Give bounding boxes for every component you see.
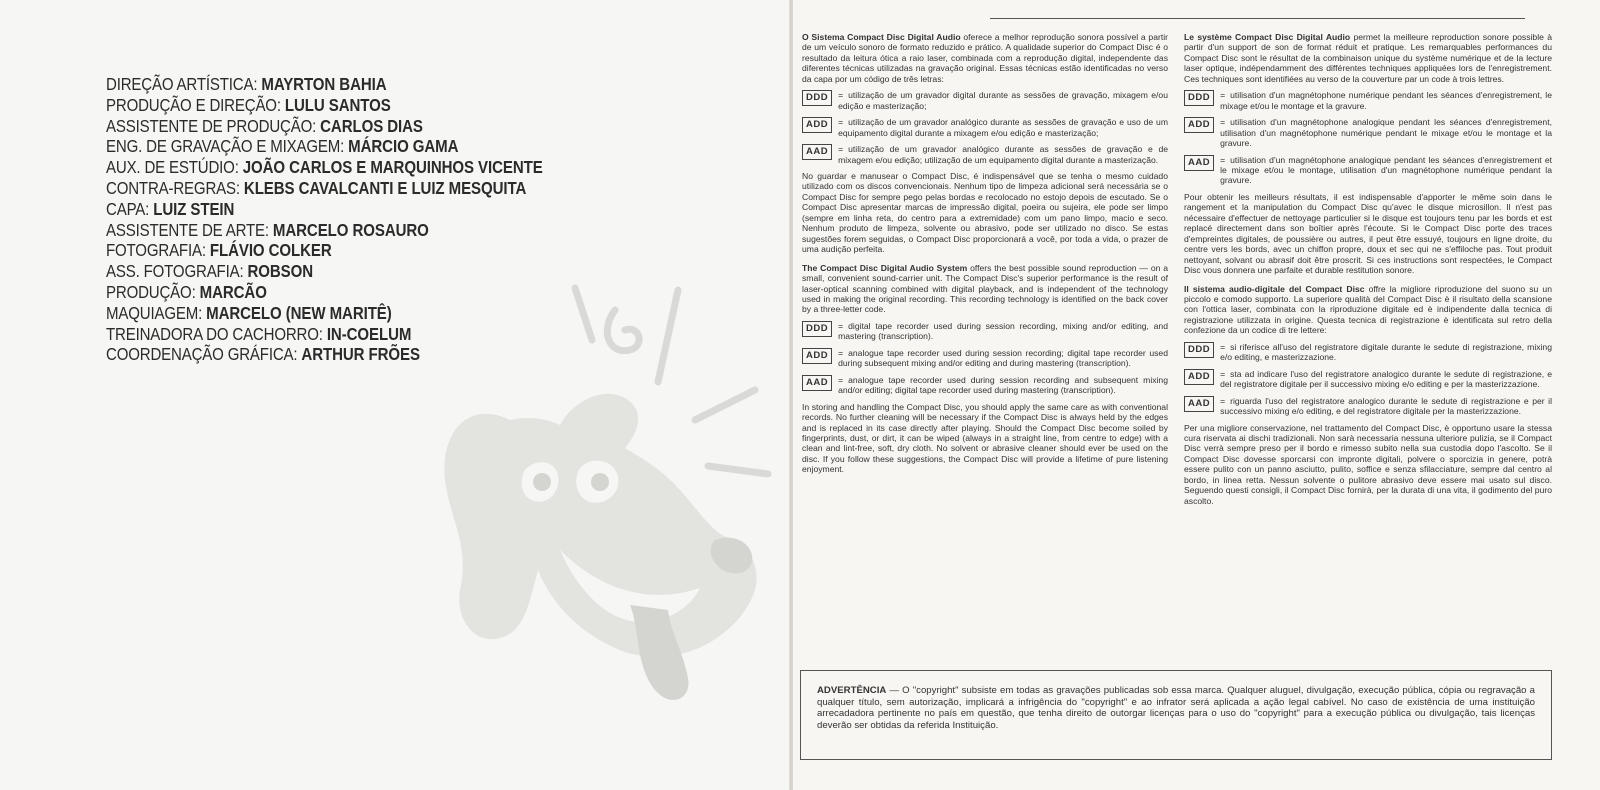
pt-intro — [802, 32, 1168, 84]
code-badge: DDD — [1184, 342, 1214, 358]
pt-code-row — [802, 144, 1168, 165]
credit-name: MARCELO ROSAURO — [272, 219, 429, 240]
credit-name: CARLOS DIAS — [320, 115, 423, 136]
credit-name: MAYRTON BAHIA — [261, 74, 387, 94]
fr-code-row — [1184, 117, 1552, 148]
pt-lead: O Sistema Compact Disc Digital Audio — [802, 32, 961, 42]
it-lead: Il sistema audio-digitale del Compact Disc — [1184, 283, 1365, 294]
credit-name: MÁRCIO GAMA — [348, 136, 459, 157]
credit-role: CONTRA-REGRAS: — [106, 177, 240, 198]
credit-line — [106, 178, 656, 199]
credit-role: FOTOGRAFIA: — [106, 240, 206, 261]
credit-role: ASS. FOTOGRAFIA: — [106, 261, 244, 282]
code-badge: DDD — [802, 321, 832, 337]
credit-role: COORDENAÇÃO GRÁFICA: — [106, 344, 298, 365]
en-care-text: In storing and handling the Compact Disc, you should apply the same care as with conventional records. No further cleaning will be necessary if the Compact Disc is always held by the edges and is replaced in its case directly after playing. Should the Compact Disc become soiled by fingerprints, dust, or dirt, it can be wiped (always in a straight line, from centre to edge) with a clean and lint-free, soft, dry cloth. No solvent or abrasive cleaner should ever be used on the disc. If you follow these suggestions, the Compact Disc will provide a lifetime of pure listening enjoyment. — [802, 401, 1168, 475]
pt-code-row — [802, 117, 1168, 138]
en-code-row — [802, 321, 1168, 342]
fr-code-row — [1184, 90, 1552, 111]
code-description: = digital tape recorder used during session recording, mixing and/or editing, and mastering (transcription). — [838, 321, 1168, 342]
credit-name: LUIZ STEIN — [153, 198, 235, 219]
motion-line — [695, 390, 755, 420]
column-left — [802, 32, 1168, 475]
credit-role: ASSISTENTE DE ARTE: — [106, 219, 269, 240]
code-description: = utilisation d'un magnétophone analogique pendant les séances d'enregistrement, utilisation d'un magnétophone numérique pendant le mixage et/ou le montage et la gravure. — [1220, 117, 1552, 148]
pt-intro-text: oferece a melhor reprodução sonora possível a partir de um veículo sonoro de formato reduzido e prático. A qualidade superior do Compact Disc é o resultado da leitura ótica a raio laser, combinada com a reprodução digital, independente das diferentes técnicas utilizadas na gravação original. Essas técnicas estão identificadas no verso da capa por um código de três letras: — [802, 32, 1168, 84]
credit-role: MAQUIAGEM: — [106, 302, 203, 323]
credit-name: ARTHUR FRÕES — [301, 344, 420, 365]
en-lead: The Compact Disc Digital Audio System — [802, 262, 968, 273]
it-code-row — [1184, 369, 1552, 390]
credit-role: AUX. DE ESTÚDIO: — [106, 157, 239, 178]
code-badge: ADD — [802, 348, 832, 364]
en-code-row — [802, 348, 1168, 369]
code-description: = analogue tape recorder used during session recording; digital tape recorder used during subsequent mixing and/or editing and during mastering (transcription). — [838, 348, 1168, 369]
code-description: = riguarda l'uso del registratore analogico durante le sedute di registrazione e per il successivo mixing e/o editing, e del registratore digitale per la masterizzazione. — [1220, 396, 1552, 417]
credit-role: PRODUÇÃO: — [106, 281, 196, 302]
credit-name: ROBSON — [247, 261, 314, 282]
en-intro — [802, 263, 1168, 315]
en-intro-text: offers the best possible sound reproduction — on a small, convenient sound-carrier unit. The Compact Disc's superior performance is the result of laser-optical scanning combined with digital playback, and is independent of the technology used in making the original recording. This recording technology is identified on the back cover by a three-letter code. — [802, 262, 1168, 315]
motion-line — [607, 310, 639, 351]
credit-line — [106, 220, 656, 241]
credit-name: IN-COELUM — [326, 323, 412, 344]
credit-line — [106, 95, 656, 116]
it-intro — [1184, 284, 1552, 336]
code-description: = utilização de um gravador analógico durante as sessões de gravação e uso de um equipamento digital durante a mixagem e/ou edição e masterização; — [838, 117, 1168, 138]
code-description: = utilização de um gravador digital durante as sessões de gravação, mixagem e/ou edição e masterização; — [838, 90, 1168, 111]
credit-role: DIREÇÃO ARTÍSTICA: — [106, 74, 258, 94]
credit-role: CAPA: — [106, 198, 150, 219]
code-badge: AAD — [1184, 396, 1214, 412]
credit-line — [106, 157, 656, 178]
it-intro-text: offre la migliore riproduzione del suono su un piccolo e comodo supporto. La superiore qualità del Compact Disc è il risultato della scansione con l'ottica laser, combinata con la riproduzione digitale ed è indipendente dalla tecnica di registrazione utilizzata in origine. Questa tecnica di registrazione è identificata sul retro della confezione da un codice di tre lettere: — [1184, 283, 1552, 336]
code-description: = utilisation d'un magnétophone analogique pendant les séances d'enregistrement et le mixage et/ou le montage, utilisation d'un magnétophone numérique pendant la gravure. — [1220, 155, 1552, 186]
credit-line — [106, 74, 656, 95]
code-description: = utilisation d'un magnétophone numérique pendant les séances d'enregistrement, le mixage et/ou le montage et la gravure. — [1220, 90, 1552, 111]
it-code-row — [1184, 342, 1552, 363]
code-description: = si riferisce all'uso del registratore digitale durante le sedute di registrazione, mixing e/o editing, e masterizzazione. — [1220, 342, 1552, 363]
credit-line — [106, 136, 656, 157]
fr-code-row — [1184, 155, 1552, 186]
code-badge: AAD — [802, 375, 832, 391]
credit-name: MARCÃO — [199, 281, 267, 302]
motion-line — [575, 288, 592, 340]
top-rule — [990, 18, 1525, 19]
pt-care-text: No guardar e manusear o Compact Disc, é indispensável que se tenha o mesmo cuidado utilizado com os discos convencionais. Nenhum tipo de limpeza adicional será necessária se o Compact Disc for sempre pego pelas bordas e recolocado no estojo depois de escutado. Se o Compact Disc apresentar marcas de impressão digital, poeira ou sujeira, ele pode ser limpo (sempre em linha reta, do centro para a extremidade) com um pano limpo, macio e seco. Nenhum produto de limpeza, solvente ou abrasivo, pode ser utilizado no disco. Se estas sugestões forem seguidas, o Compact Disc proporcionará a você, por toda a vida, o prazer de uma audição perfeita. — [802, 170, 1168, 255]
motion-line — [658, 290, 678, 382]
fr-care-text: Pour obtenir les meilleurs résultats, il est indispensable d'apporter le même soin dans le rangement et la manipulation du Compact Disc qu'avec le disque microsillon. Il n'est pas nécessaire d'effectuer de nettoyage particulier si le disque est toujours tenu par les bords et est replacé directement dans son boîtier après l'écoute. Si le Compact Disc porte des traces d'empreintes digitales, de poussière ou autres, il peut être essuyé, toujours en ligne droite, du centre vers les bords, avec un chiffon propre, doux et sec qui ne s'effiloche pas. Tout produit nettoyant, solvant ou abrasif doit être proscrit. Si ces instructions sont respectées, le Compact Disc vous donnera une parfaite et durable restitution sonore. — [1184, 191, 1552, 276]
code-badge: ADD — [802, 117, 832, 133]
copyright-warning — [817, 685, 1535, 731]
credit-line — [106, 116, 656, 137]
code-badge: AAD — [802, 144, 832, 160]
code-description: = analogue tape recorder used during session recording and subsequent mixing and/or editing; digital tape recorder used during mastering (transcription). — [838, 375, 1168, 396]
it-care-text: Per una migliore conservazione, nel trattamento del Compact Disc, è opportuno usare la stessa cura riservata ai dischi tradizionali. Non sarà necessaria nessuna ulteriore pulizia, se il Compact Disc verrà sempre preso per il bordo e rimesso subito nella sua custodia dopo l'ascolto. Se il Compact Disc dovesse sporcarsi con impronte digitali, polvere o sporcizia in genere, potrà essere pulito con un panno asciutto, pulito, soffice e senza sfilacciature, sempre dal centro al bordo, in linea retta. Nessun solvente o pulitore abrasivo deve essere mai usato sul disco. Seguendo questi consigli, il Compact Disc fornirà, per la durata di una vita, il godimento del puro ascolto. — [1184, 422, 1552, 506]
code-badge: DDD — [1184, 90, 1214, 106]
code-description: = utilização de um gravador analógico durante as sessões de gravação e de mixagem e/ou edição; utilização de um equipamento digital durante a masterização. — [838, 144, 1168, 165]
warning-label: ADVERTÊNCIA — [817, 685, 887, 696]
code-badge: AAD — [1184, 155, 1214, 171]
fr-lead: Le système Compact Disc Digital Audio — [1184, 32, 1351, 42]
code-badge: ADD — [1184, 117, 1214, 133]
pt-code-row — [802, 90, 1168, 111]
code-badge: DDD — [802, 90, 832, 106]
dog-illustration — [430, 270, 790, 710]
credit-line — [106, 240, 656, 261]
left-page — [0, 0, 790, 790]
credit-role: ENG. DE GRAVAÇÃO E MIXAGEM: — [106, 136, 345, 157]
motion-line — [708, 466, 768, 474]
credit-name: MARCELO (NEW MARITÊ) — [206, 302, 392, 323]
fr-intro — [1184, 32, 1552, 84]
credit-role: PRODUÇÃO E DIREÇÃO: — [106, 94, 281, 115]
credit-role: TREINADORA DO CACHORRO: — [106, 323, 323, 344]
copyright-warning-box — [800, 670, 1552, 760]
credit-name: JOÃO CARLOS E MARQUINHOS VICENTE — [242, 157, 543, 178]
dog-head — [444, 394, 756, 657]
credit-name: KLEBS CAVALCANTI E LUIZ MESQUITA — [243, 177, 527, 198]
code-badge: ADD — [1184, 369, 1214, 385]
column-right — [1184, 32, 1552, 506]
credit-role: ASSISTENTE DE PRODUÇÃO: — [106, 115, 317, 136]
credit-name: FLÁVIO COLKER — [209, 240, 332, 261]
fr-intro-text: permet la meilleure reproduction sonore possible à partir d'un support de son de format réduit et pratique. Les remarquables performances du Compact Disc sont le résultat de la combinaison unique du système numérique et de la lecture laser optique, indépendamment des différentes techniques appliquées lors de l'enregistrement. Ces techniques sont identifiées au verso de la couverture par un code à trois lettres. — [1184, 32, 1552, 84]
it-code-row — [1184, 396, 1552, 417]
credit-name: LULU SANTOS — [284, 94, 391, 115]
warning-text: — O "copyright" subsiste em todas as gravações publicadas sob essa marca. Qualquer aluguel, divulgação, execução pública, cópia ou regravação a qualquer título, sem autorização, implicará a infrigência do "copyright" e ao infrator será aplicada a ação legal cabível. No caso de existência de uma instituição arrecadadora pertinente no país em questão, que tenha direito de outorgar licenças para o uso do "copyright" para a execução pública ou divulgação, tais licenças deverão ser obtidas da referida Instituição. — [817, 685, 1535, 731]
credit-line — [106, 199, 656, 220]
code-description: = sta ad indicare l'uso del registratore analogico durante le sedute di registrazione, e del registratore digitale per il successivo mixing e/o editing e per la masterizzazione. — [1220, 369, 1552, 390]
en-code-row — [802, 375, 1168, 396]
